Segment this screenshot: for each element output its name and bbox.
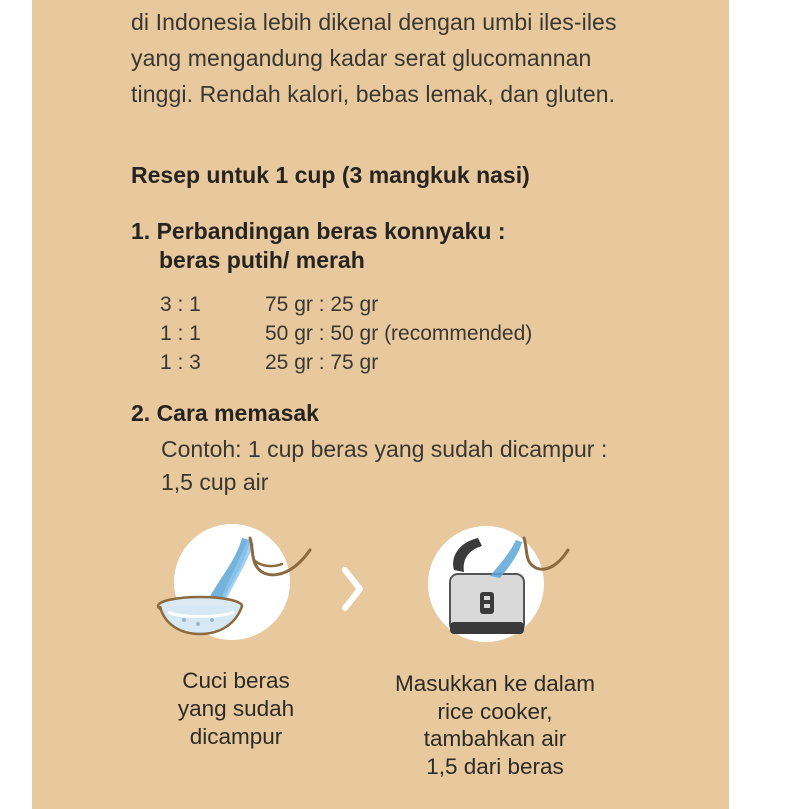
- ratio-3-amount: 25 gr : 75 gr: [265, 351, 379, 374]
- washing-rice-icon: [150, 520, 320, 650]
- wash-caption-line-1: Cuci beras: [182, 668, 290, 693]
- ratio-3: 1 : 3: [160, 351, 201, 374]
- intro-line-2: yang mengandung kadar serat glucomannan: [131, 45, 592, 71]
- ratio-1: 3 : 1: [160, 293, 201, 316]
- step1-title: 1. Perbandingan beras konnyaku :: [131, 218, 506, 244]
- step2-example-line-1: Contoh: 1 cup beras yang sudah dicampur :: [161, 436, 608, 462]
- cook-caption-line-1: Masukkan ke dalam: [394, 671, 596, 696]
- cook-caption-line-3: tambahkan air: [423, 726, 567, 751]
- ratio-1-amount: 75 gr : 25 gr: [265, 293, 379, 316]
- chevron-right-icon: [340, 566, 366, 612]
- step2-title: 2. Cara memasak: [131, 400, 319, 426]
- step1-subtitle: beras putih/ merah: [159, 247, 365, 273]
- intro-line-1: di Indonesia lebih dikenal dengan umbi iles-iles: [131, 9, 617, 35]
- ratio-2: 1 : 1: [160, 322, 201, 345]
- rice-cooker-icon: [420, 522, 580, 652]
- wash-caption-line-3: dicampur: [189, 724, 283, 749]
- cook-caption-line-2: rice cooker,: [437, 699, 553, 724]
- recipe-title: Resep untuk 1 cup (3 mangkuk nasi): [131, 162, 530, 188]
- cook-caption-line-4: 1,5 dari beras: [426, 754, 564, 779]
- wash-caption-line-2: yang sudah: [177, 696, 295, 721]
- ratio-2-amount: 50 gr : 50 gr (recommended): [265, 322, 533, 345]
- intro-line-3: tinggi. Rendah kalori, bebas lemak, dan gluten.: [131, 81, 616, 107]
- step2-example-line-2: 1,5 cup air: [161, 469, 269, 495]
